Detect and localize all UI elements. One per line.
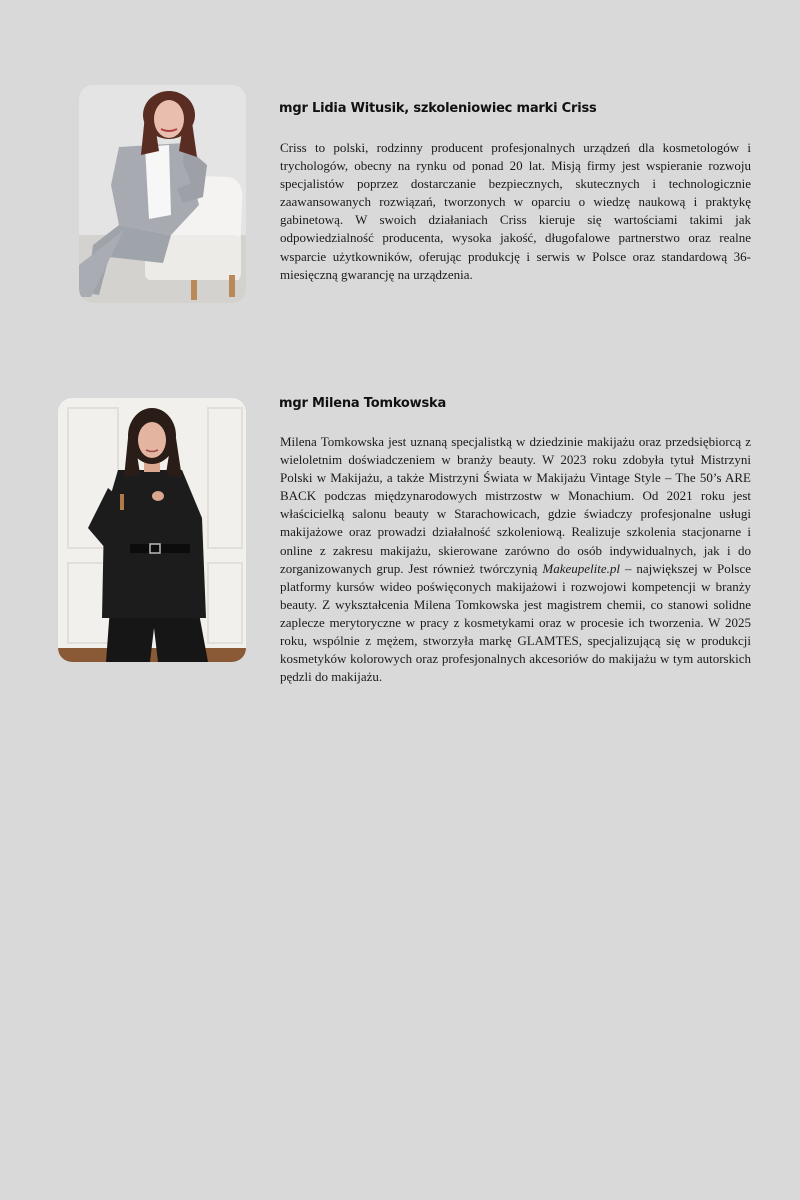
profile-bio-milena-tomkowska: [280, 433, 751, 686]
portrait-photo-lidia-witusik: [79, 85, 246, 303]
profile-bio-lidia-witusik: Criss to polski, rodzinny producent profesjonalnych urządzeń dla kosmetologów i trychologów, obecny na rynku od ponad 20 lat. Misją firmy jest wspieranie rozwoju specjalistów poprzez dostarczanie bezpiecznych, skutecznych i technologicznie zaawansowanych rozwiązań, tworzonych w oparciu o wiedzę naukową i praktykę gabinetową. W swoich działaniach Criss kieruje się wartościami takimi jak odpowiedzialność producenta, wysoka jakość, długofalowe partnerstwo oraz realne wsparcie użytkowników, oferując produkcję i serwis w Polsce oraz standardową 36-miesięczną gwarancję na urządzenia.: [280, 140, 751, 282]
profile-name-lidia-witusik: mgr Lidia Witusik, szkoleniowiec marki Criss: [279, 101, 597, 116]
portrait-photo-milena-tomkowska: [58, 398, 246, 662]
bio-text-part-1: Milena Tomkowska jest uznaną specjalistką w dziedzinie makijażu oraz przedsiębiorcą z wieloletnim doświadczeniem w branży beauty. W 2023 roku zdobyła tytuł Mistrzyni Polski w Makijażu, a także Mistrzyni Świata w Makijażu Vintage Style – The 50’s ARE BACK podczas międzynarodowych mistrzostw w Monachium. Od 2021 roku jest właścicielką salonu beauty w Starachowicach, gdzie świadczy profesjonalne usługi makijażowe oraz prowadzi działalność szkoleniową. Realizuje szkolenia stacjonarne i online z zakresu makijażu, skierowane zarówno do osób indywidualnych, jak i do zorganizowanych grup. Jest również twórczynią: [280, 434, 751, 576]
bio-text-part-2: – największej w Polsce platformy kursów wideo poświęconych makijażowi i rozwojowi kompetencji w branży beauty. Z wykształcenia Milena Tomkowska jest magistrem chemii, co stanowi solidne zaplecze merytoryczne w pracy z kosmetykami oraz w procesie ich tworzenia. W 2025 roku, wspólnie z mężem, stworzyła markę GLAMTES, specjalizującą się w produkcji kosmetyków kolorowych oraz profesjonalnych akcesoriów do makijażu w tym autorskich pędzli do makijażu.: [280, 560, 751, 685]
profile-name-milena-tomkowska: mgr Milena Tomkowska: [279, 396, 447, 411]
bio-platform-name: Makeupelite.pl: [542, 560, 620, 576]
